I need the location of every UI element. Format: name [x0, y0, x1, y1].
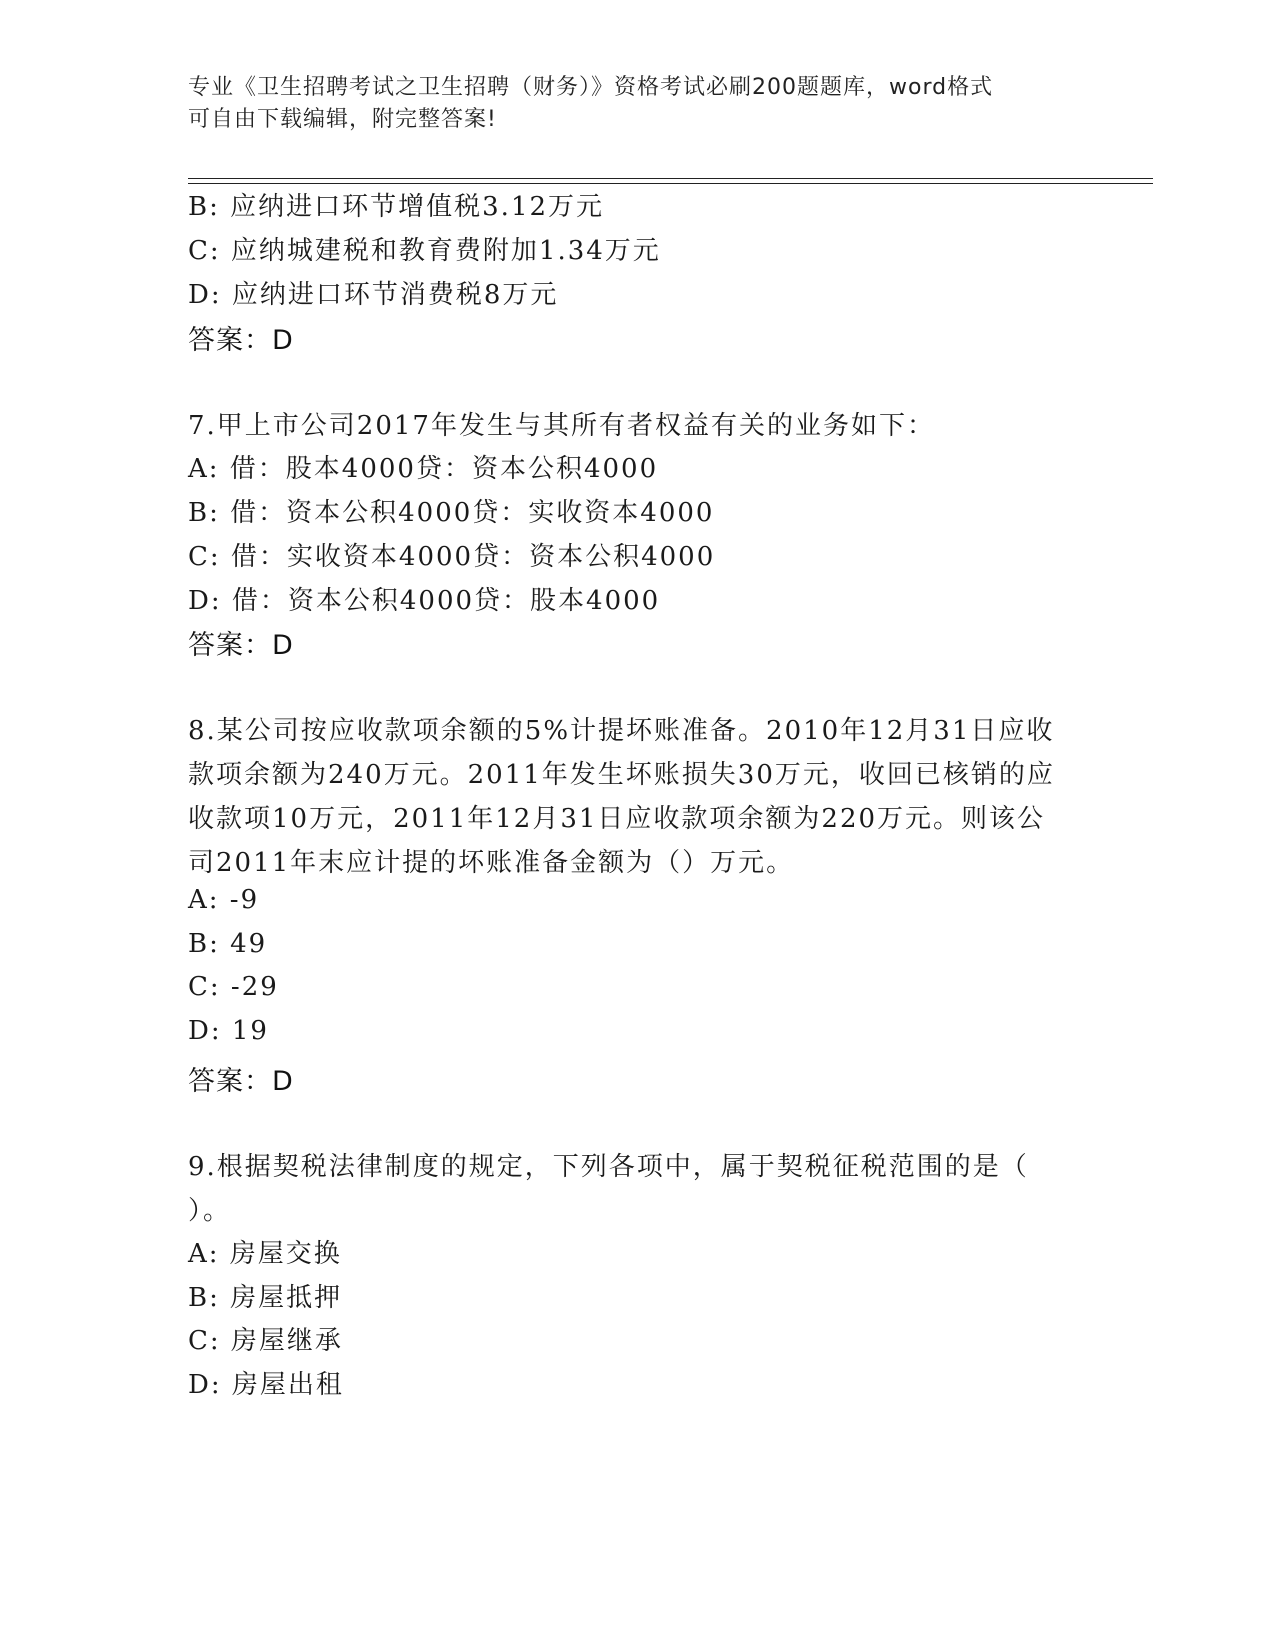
header-line-1: 专业《卫生招聘考试之卫生招聘（财务）》资格考试必刷200题题库，word格式 — [188, 75, 994, 100]
option-b: B: 借：资本公积4000贷：实收资本4000 — [188, 498, 715, 528]
question-stem-line: 收款项10万元，2011年12月31日应收款项余额为220万元。则该公 — [188, 804, 1046, 834]
page-header — [188, 72, 1078, 136]
option-c: C: 房屋继承 — [188, 1326, 343, 1356]
option-d: D: 房屋出租 — [188, 1370, 344, 1400]
option-d: D: 19 — [188, 1016, 269, 1046]
option-d: D: 借：资本公积4000贷：股本4000 — [188, 586, 661, 616]
option-b: B: 49 — [188, 929, 268, 959]
question-stem-line: 款项余额为240万元。2011年发生坏账损失30万元，收回已核销的应 — [188, 760, 1055, 790]
option-c: C: 借：实收资本4000贷：资本公积4000 — [188, 542, 716, 572]
question-stem-line: ）。 — [188, 1196, 232, 1226]
header-divider-bottom — [188, 183, 1153, 184]
option-d: D: 应纳进口环节消费税8万元 — [188, 280, 559, 310]
question-stem: 7.甲上市公司2017年发生与其所有者权益有关的业务如下： — [188, 411, 935, 441]
question-stem-line: 8.某公司按应收款项余额的5%计提坏账准备。2010年12月31日应收 — [188, 716, 1055, 746]
option-b: B: 应纳进口环节增值税3.12万元 — [188, 192, 605, 222]
option-a: A: -9 — [188, 885, 260, 915]
answer: 答案：D — [188, 325, 294, 356]
option-c: C: -29 — [188, 972, 279, 1002]
header-line-2: 可自由下载编辑，附完整答案! — [188, 107, 497, 132]
option-c: C: 应纳城建税和教育费附加1.34万元 — [188, 236, 661, 266]
option-a: A: 房屋交换 — [188, 1239, 342, 1269]
option-a: A: 借：股本4000贷：资本公积4000 — [188, 454, 659, 484]
answer: 答案：D — [188, 1066, 294, 1097]
question-stem-line: 司2011年末应计提的坏账准备金额为（）万元。 — [188, 848, 795, 878]
option-b: B: 房屋抵押 — [188, 1283, 343, 1313]
answer: 答案：D — [188, 630, 294, 661]
header-divider-top — [188, 178, 1153, 179]
question-stem-line: 9.根据契税法律制度的规定，下列各项中，属于契税征税范围的是（ — [188, 1152, 1029, 1182]
